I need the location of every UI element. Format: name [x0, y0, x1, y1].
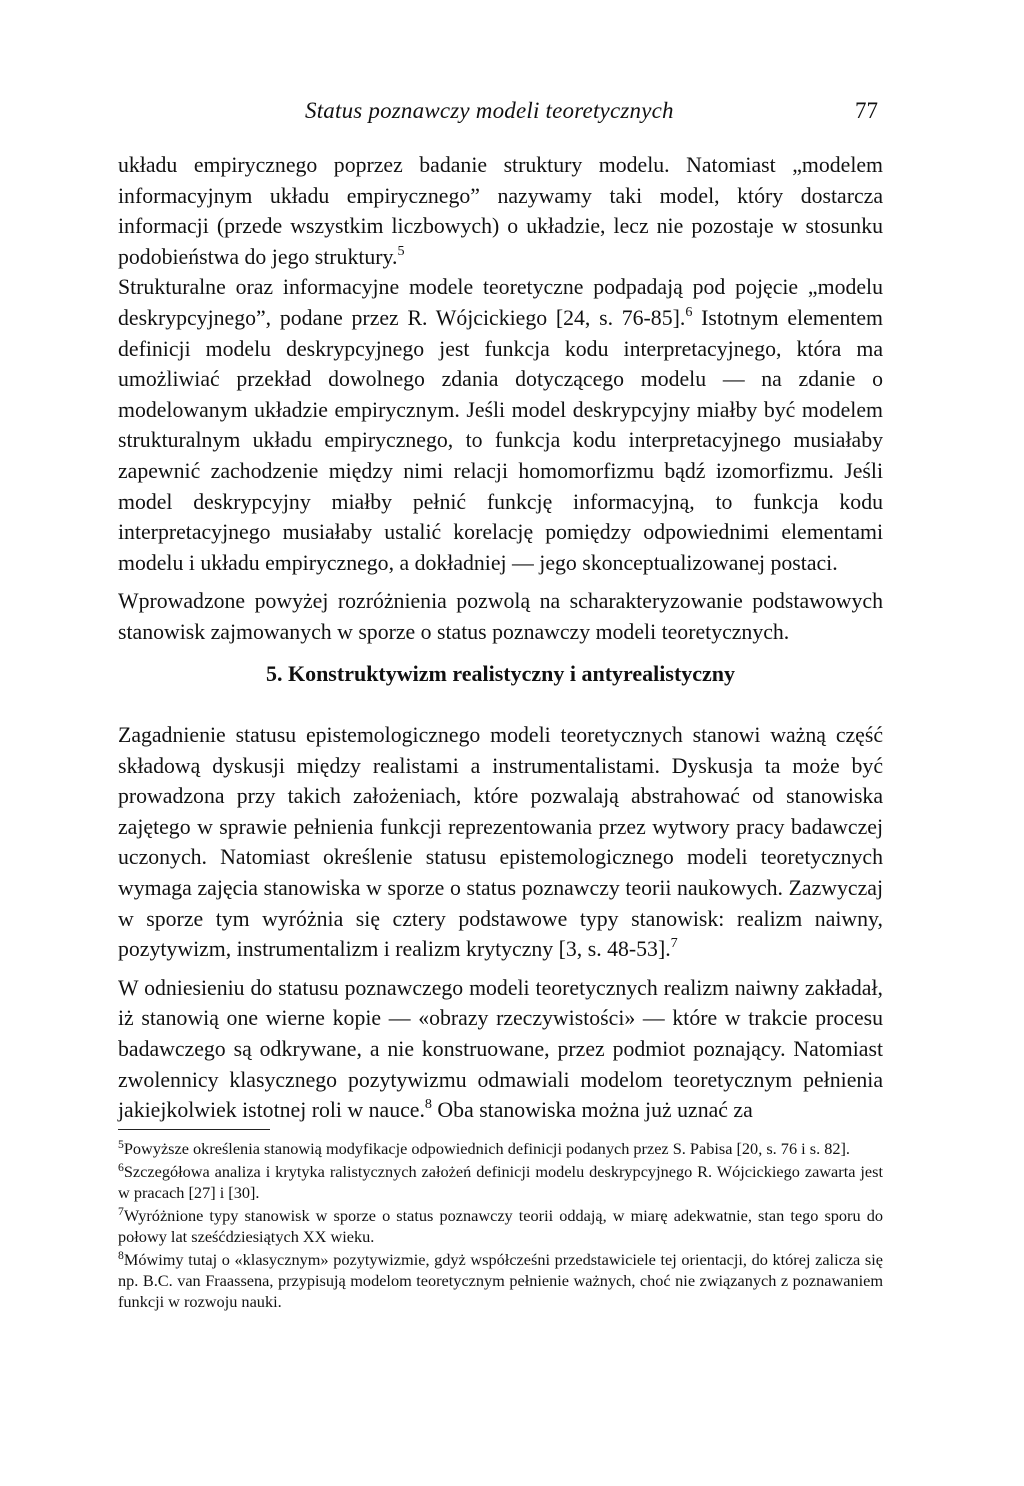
paragraph-text: W odniesieniu do statusu poznawczego modeli teoretycznych realizm naiwny zakładał, iż stanowią one wierne kopie — «obrazy rzeczywistości» — które w trakcie procesu badawczego są odkrywane, a nie konstruowane, przez podmiot poznający. Natomiast zwolennicy klasycznego pozytywizmu odmawiali modelom teoretycznym pełnienia jakiejkolwiek istotnej roli w nauce. — [118, 975, 883, 1123]
footnote-ref[interactable]: 7 — [670, 935, 678, 952]
paragraph — [118, 720, 883, 965]
footnote-text: Wyróżnione typy stanowisk w sporze o status poznawczy teorii oddają, w miarę adekwatnie, stan tego sporu do połowy lat sześćdziesiątych XX wieku. — [118, 1206, 883, 1246]
section-heading: 5. Konstruktywizm realistyczny i antyrealistyczny — [265, 661, 736, 686]
footnote-text: Mówimy tutaj o «klasycznym» pozytywizmie, gdyż współcześni przedstawiciele tej orientacji, do której zalicza się np. B.C. van Fraassena, przypisują modelom teoretycznym pełnienie ważnych, choć nie związanych z poznawaniem funkcji w rozwoju nauki. — [118, 1250, 883, 1311]
footnote — [118, 1161, 883, 1203]
footnote-text: Szczegółowa analiza i krytyka ralistycznych założeń definicji modelu deskrypcyjnego R. Wójcickiego zawarta jest w pracach [27] i [30]. — [118, 1162, 883, 1202]
footnote — [118, 1205, 883, 1247]
footnote — [118, 1249, 883, 1312]
page-number: 77 — [855, 98, 878, 123]
paragraph — [118, 272, 883, 578]
paragraph-text: Strukturalne oraz informacyjne modele teoretyczne podpadają pod pojęcie „modelu deskrypcyjnego”, podane przez R. Wójcickiego [24, s. 76-85]. — [118, 275, 883, 330]
page-header — [305, 98, 878, 130]
footnote — [118, 1138, 883, 1159]
footnotes — [118, 1138, 883, 1314]
footnote-separator — [118, 1129, 270, 1130]
paragraph-text: układu empirycznego poprzez badanie struktury modelu. Natomiast „modelem informacyjnym układu empirycznego” nazywamy taki model, który dostarcza informacji (przede wszystkim liczbowych) o układzie, lecz nie pozostaje w stosunku podobieństwa do jego struktury. — [118, 153, 883, 269]
paragraph — [118, 150, 883, 272]
section-body — [118, 720, 883, 1126]
paragraph — [118, 586, 883, 647]
footnote-number: 8 — [118, 1249, 124, 1263]
running-title: Status poznawczy modeli teoretycznych — [305, 98, 674, 123]
paragraph-text: Istotnym elementem definicji modelu deskrypcyjnego jest funkcja kodu interpretacyjnego, która ma umożliwiać przekład dowolnego zdania dotyczącego modelu — na zdanie o modelowanym układzie empirycznym. Jeśli model deskrypcyjny miałby być modelem strukturalnym układu empirycznego, to funkcja kodu interpretacyjnego musiałaby zapewnić zachodzenie między nimi relacji homomorfizmu bądź izomorfizmu. Jeśli model deskrypcyjny miałby pełnić funkcję informacyjną, to funkcja kodu interpretacyjnego musiałaby ustalić korelację pomiędzy odpowiednimi elementami modelu i układu empirycznego, a dokładniej — jego skonceptualizowanej postaci. — [118, 305, 883, 575]
footnote-ref[interactable]: 6 — [685, 304, 693, 321]
footnote-number: 5 — [118, 1138, 124, 1152]
body-text — [118, 150, 883, 648]
paragraph-text: Wprowadzone powyżej rozróżnienia pozwolą na scharakteryzowanie podstawowych stanowisk zajmowanych w sporze o status poznawczy modeli teoretycznych. — [118, 589, 883, 644]
footnote-text: Powyższe określenia stanowią modyfikacje odpowiednich definicji podanych przez S. Pabisa [20, s. 76 i s. 82]. — [123, 1139, 851, 1158]
paragraph-text: Zagadnienie statusu epistemologicznego modeli teoretycznych stanowi ważną część składową dyskusji między realistami a instrumentalistami. Dyskusja ta może być prowadzona przy takich założeniach, które pozwalają abstrahować od stanowiska zajętego w sprawie pełnienia funkcji reprezentowania przez wytwory pracy badawczej uczonych. Natomiast określenie statusu epistemologicznego modeli teoretycznych wymaga zajęcia stanowiska w sporze o status poznawczy teorii naukowych. Zazwyczaj w sporze tym wyróżnia się cztery podstawowe typy stanowisk: realizm naiwny, pozytywizm, instrumentalizm i realizm krytyczny [3, s. 48-53]. — [118, 723, 883, 962]
paragraph — [118, 973, 883, 1126]
footnote-ref[interactable]: 8 — [424, 1096, 432, 1113]
footnote-number: 7 — [118, 1205, 124, 1219]
footnote-ref[interactable]: 5 — [397, 243, 405, 259]
footnote-number: 6 — [118, 1161, 124, 1175]
paragraph-text: Oba stanowiska można już uznać za — [431, 1098, 753, 1123]
